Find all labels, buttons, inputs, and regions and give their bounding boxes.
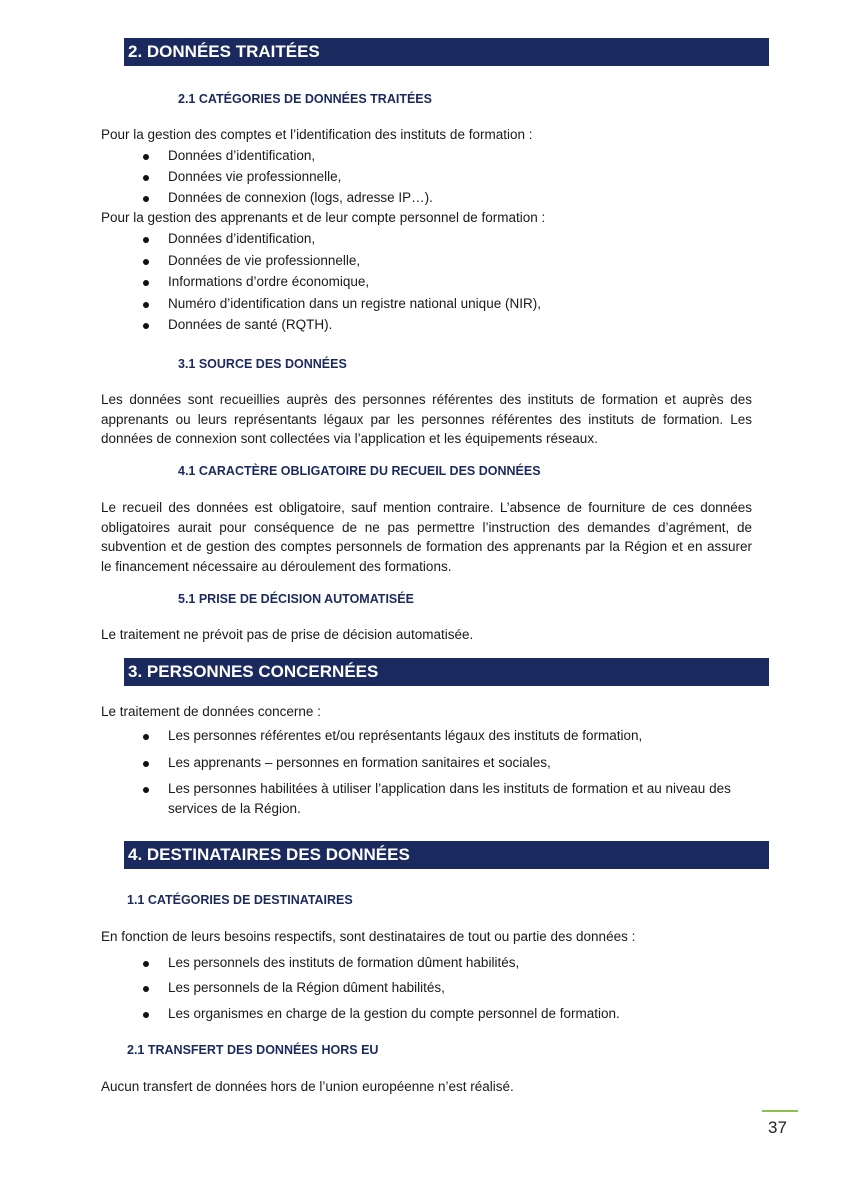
subheading-decision: 5.1 PRISE DE DÉCISION AUTOMATISÉE xyxy=(178,592,414,606)
bullet-dot xyxy=(143,961,149,967)
section-3-heading: 3. PERSONNES CONCERNÉES xyxy=(124,658,769,686)
bullet-dot xyxy=(143,154,149,160)
subheading-source: 3.1 SOURCE DES DONNÉES xyxy=(178,357,347,371)
list-item: Les personnes habilitées à utiliser l’application dans les instituts de formation et au niveau des services de la Région. xyxy=(168,781,731,816)
bullet-dot xyxy=(143,196,149,202)
bullet-dot xyxy=(143,986,149,992)
intro-destinataires: En fonction de leurs besoins respectifs, sont destinataires de tout ou partie des données : xyxy=(101,929,636,944)
list-item: Informations d’ordre économique, xyxy=(168,274,370,289)
bullet-dot xyxy=(143,323,149,329)
subheading-obligatoire: 4.1 CARACTÈRE OBLIGATOIRE DU RECUEIL DES DONNÉES xyxy=(178,464,541,478)
list-item: Données de connexion (logs, adresse IP…). xyxy=(168,190,433,205)
paragraph-decision: Le traitement ne prévoit pas de prise de décision automatisée. xyxy=(101,627,474,642)
bullet-dot xyxy=(143,280,149,286)
subheading-destinataires: 1.1 CATÉGORIES DE DESTINATAIRES xyxy=(127,893,353,907)
list-item: Données d’identification, xyxy=(168,231,316,246)
list-item: Données de santé (RQTH). xyxy=(168,317,333,332)
bullet-dot xyxy=(143,1012,149,1018)
list-item: Les personnels de la Région dûment habilités, xyxy=(168,980,445,995)
bullet-dot xyxy=(143,237,149,243)
list-item: Les personnes référentes et/ou représentants légaux des instituts de formation, xyxy=(168,728,643,743)
intro-apprenants: Pour la gestion des apprenants et de leur compte personnel de formation : xyxy=(101,210,546,225)
intro-personnes: Le traitement de données concerne : xyxy=(101,704,321,719)
section-4-heading: 4. DESTINATAIRES DES DONNÉES xyxy=(124,841,769,869)
paragraph-transfert: Aucun transfert de données hors de l’union européenne n’est réalisé. xyxy=(101,1079,514,1094)
bullet-dot xyxy=(143,787,149,793)
intro-comptes: Pour la gestion des comptes et l’identification des instituts de formation : xyxy=(101,127,533,142)
section-2-heading: 2. DONNÉES TRAITÉES xyxy=(124,38,769,66)
list-item: Données vie professionnelle, xyxy=(168,169,342,184)
paragraph-obligatoire: Le recueil des données est obligatoire, sauf mention contraire. L’absence de fourniture de ces données obligatoires aurait pour conséquence de ne pas permettre l’instruction des demandes d’agrément, de subvention et de gestion des comptes personnels de formation des apprenants par la Région et en assurer le financement nécessaire au déroulement des formations. xyxy=(101,500,752,574)
list-item: Données de vie professionnelle, xyxy=(168,253,361,268)
paragraph-source: Les données sont recueillies auprès des personnes référentes des instituts de formation et auprès des apprenants ou leurs représentants légaux par les personnes référentes des instituts de formation. Les données de connexion sont collectées via l’application et les équipements réseaux. xyxy=(101,392,752,446)
list-item: Les organismes en charge de la gestion du compte personnel de formation. xyxy=(168,1006,620,1021)
bullet-dot xyxy=(143,175,149,181)
bullet-dot xyxy=(143,734,149,740)
list-item: Données d’identification, xyxy=(168,148,316,163)
subheading-categories-donnees: 2.1 CATÉGORIES DE DONNÉES TRAITÉES xyxy=(178,92,432,106)
page-number: 37 xyxy=(768,1118,787,1137)
bullet-dot xyxy=(143,259,149,265)
bullet-dot xyxy=(143,761,149,767)
bullet-dot xyxy=(143,302,149,308)
list-item: Les apprenants – personnes en formation sanitaires et sociales, xyxy=(168,755,551,770)
list-item: Les personnels des instituts de formation dûment habilités, xyxy=(168,955,520,970)
subheading-transfert: 2.1 TRANSFERT DES DONNÉES HORS EU xyxy=(127,1043,379,1057)
footer-rule xyxy=(762,1110,798,1112)
list-item: Numéro d’identification dans un registre national unique (NIR), xyxy=(168,296,541,311)
